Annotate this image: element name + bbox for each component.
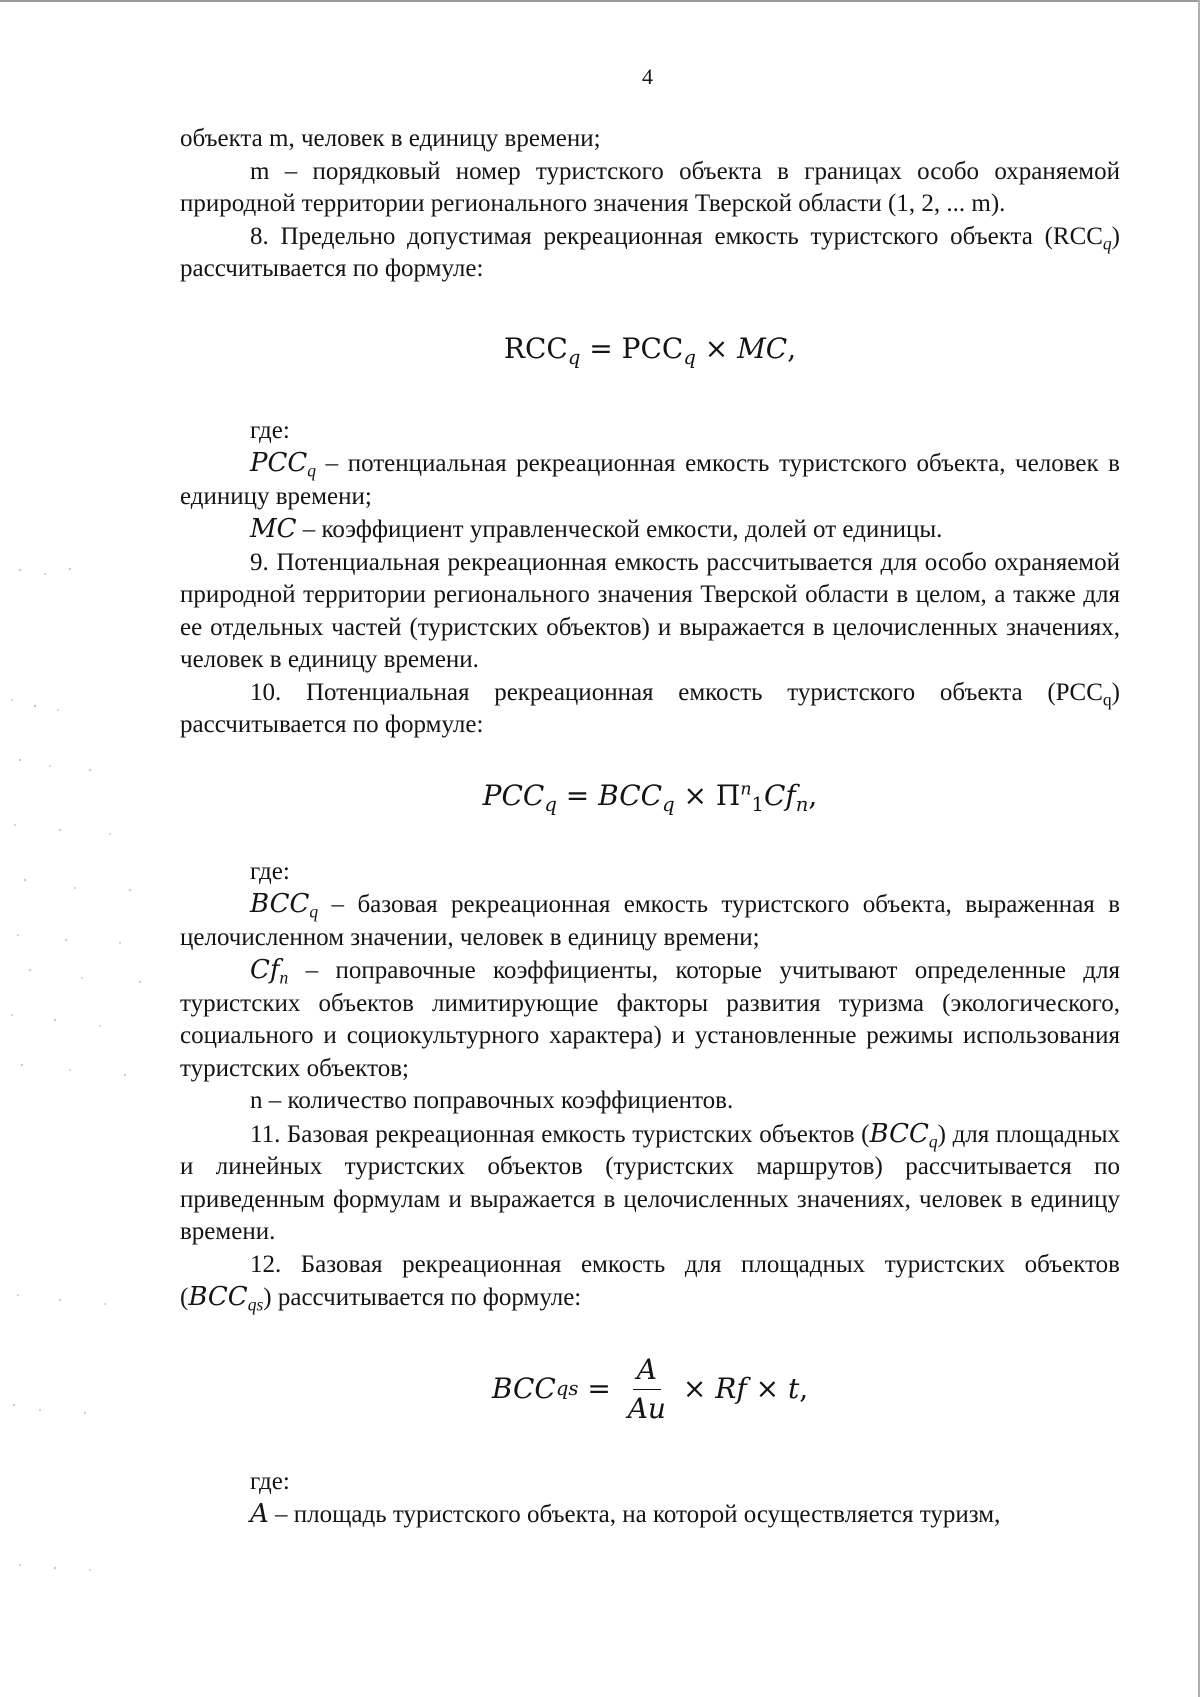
definition-cf-sub: n [279, 967, 289, 988]
definition-cf-text: – поправочные коэффициенты, которые учитывают определенные для туристских объектов лимитирующие факторы развития туризма (экологического, социального и социокультурного характера) и установленные режимы использования туристских объектов; [180, 957, 1120, 1082]
definition-pcc-text: – потенциальная рекреационная емкость туристского объекта, человек в единицу времени; [180, 450, 1120, 510]
document-body [180, 123, 1120, 1532]
where-label-2: где: [250, 857, 290, 885]
definition-pcc [180, 447, 1120, 513]
paragraph-12 [180, 1249, 1120, 1315]
formula-pcc-product-sup: n [740, 779, 752, 800]
formula-bcc-lhs: BCC [491, 1372, 556, 1405]
definition-bcc-text: – базовая рекреационная емкость туристского объекта, выраженная в целочисленном значении, человек в единицу времени; [180, 891, 1120, 951]
rcc-subscript: q [1102, 232, 1112, 253]
scan-edge-top [0, 0, 1200, 2]
definition-mc-symbol: MC [250, 514, 297, 544]
paragraph-8: 8. Предельно допустимая рекреационная емкость туристского объекта $(RCC_q)$ рассчитывается по формуле: [180, 222, 1120, 282]
paragraph-8-text: 8. Предельно допустимая рекреационная емкость туристского объекта [250, 222, 1033, 250]
formula-rcc-lhs-sub: q [567, 345, 581, 369]
paragraph-11-sub: q [928, 1130, 938, 1151]
formula-pcc [180, 776, 1120, 816]
paragraph-9: 9. Потенциальная рекреационная емкость рассчитывается для особо охраняемой природной территории регионального значения Тверской области в целом, а также для ее отдельных частей (туристских объектов) и выражается в целочисленных значениях, человек в единицу времени. [180, 548, 1120, 673]
definition-a-symbol: A [250, 1499, 269, 1529]
definition-mc [180, 513, 1120, 547]
paragraph-10-tail: ) рассчитывается по формуле: [180, 678, 1120, 738]
formula-bcc-rf: Rf [715, 1372, 747, 1405]
paragraph-12-symbol: BCC [188, 1282, 248, 1312]
definition-pcc-symbol: PCC [250, 448, 308, 478]
rcc-symbol: RCC [1052, 222, 1103, 250]
paragraph-11-text-a: 11. Базовая рекреационная емкость туристских объектов ( [250, 1120, 870, 1148]
formula-rcc-op: × [695, 331, 738, 365]
paragraph-11-text-b: ) для площадных и линейных туристских объектов (туристских маршрутов) рассчитывается по приведенным формулам и выражается в целочисленных значениях, человек в единицу времени. [180, 1120, 1120, 1245]
formula-pcc-rhs1-sub: q [662, 792, 675, 816]
scan-noise-margin [0, 560, 160, 1580]
formula-bcc-t: t [787, 1372, 800, 1405]
formula-pcc-end: , [808, 778, 818, 812]
definition-pcc-sub: q [307, 460, 317, 481]
formula-rcc-lhs: RCC [503, 331, 568, 365]
formula-rcc-rhs1: PCC [621, 331, 684, 365]
paragraph-10 [180, 677, 1120, 742]
formula-pcc-lhs: PCC [482, 778, 545, 812]
formula-bcc-op1: × [673, 1372, 716, 1405]
definition-a-text: – площадь туристского объекта, на которой осуществляется туризм, [268, 1501, 1001, 1528]
definition-cf [180, 954, 1120, 1085]
formula-bcc-op2: × [746, 1372, 788, 1405]
paragraph-12-sub: qs [247, 1294, 264, 1315]
definition-bcc [180, 888, 1120, 954]
formula-pcc-op: × [674, 778, 716, 812]
page-number: 4 [642, 64, 653, 89]
formula-pcc-cf: Cf [764, 778, 796, 812]
paragraph-continuation: объекта m, человек в единицу времени; [180, 125, 601, 152]
paragraph-12-text-b: ) рассчитывается по формуле: [263, 1284, 582, 1311]
formula-rcc-end: , [787, 331, 797, 365]
formula-rcc-rhs2: MC [737, 331, 788, 365]
paragraph-8-tail: ) рассчитывается по формуле: [180, 222, 1120, 282]
formula-rcc [180, 329, 1120, 369]
definition-cf-symbol: Cf [250, 955, 280, 985]
where-label-3: где: [250, 1467, 290, 1495]
formula-bcc: BCC qs = $\frac{A}{Au}$ × Rf × t , [491, 1352, 809, 1425]
paragraph-11-symbol: BCC [869, 1118, 929, 1149]
definition-bcc-sub: q [309, 901, 319, 922]
formula-pcc-product-sub: 1 [751, 792, 764, 816]
definition-mc-text: – коэффициент управленческой емкости, долей от единицы. [296, 516, 943, 543]
definition-n: n – количество поправочных коэффициентов. [250, 1087, 734, 1114]
paragraph-11 [180, 1118, 1120, 1249]
formula-rcc-eq: = [580, 331, 622, 365]
formula-bcc-denominator: Au [627, 1391, 666, 1425]
formula-pcc-product: Π [715, 778, 741, 812]
paragraph-12-text-a: 12. Базовая рекреационная емкость для площадных туристских объектов ( [180, 1250, 1120, 1311]
formula-pcc-lhs-sub: q [544, 792, 557, 816]
definition-a [180, 1498, 1120, 1532]
formula-bcc-eq: = [578, 1372, 620, 1405]
formula-pcc-eq: = [556, 778, 599, 812]
formula-bcc-fraction [624, 1353, 670, 1426]
where-label-1: где: [250, 416, 290, 444]
formula-bcc-end: , [799, 1372, 809, 1405]
definition-bcc-symbol: BCC [250, 889, 310, 919]
paragraph-10-text: 10. Потенциальная рекреационная емкость туристского объекта (PCC [250, 678, 1103, 706]
formula-rcc-rhs1-sub: q [683, 345, 696, 369]
paragraph-10-sub: q [1102, 688, 1112, 709]
formula-bcc-numerator: A [633, 1353, 661, 1390]
formula-pcc-rhs1: BCC [598, 778, 663, 812]
formula-pcc-cf-sub: n [795, 792, 809, 816]
paragraph-m-definition: m – порядковый номер туристского объекта в границах особо охраняемой природной территории регионального значения Тверской области (1, 2, ... m). [180, 157, 1120, 217]
